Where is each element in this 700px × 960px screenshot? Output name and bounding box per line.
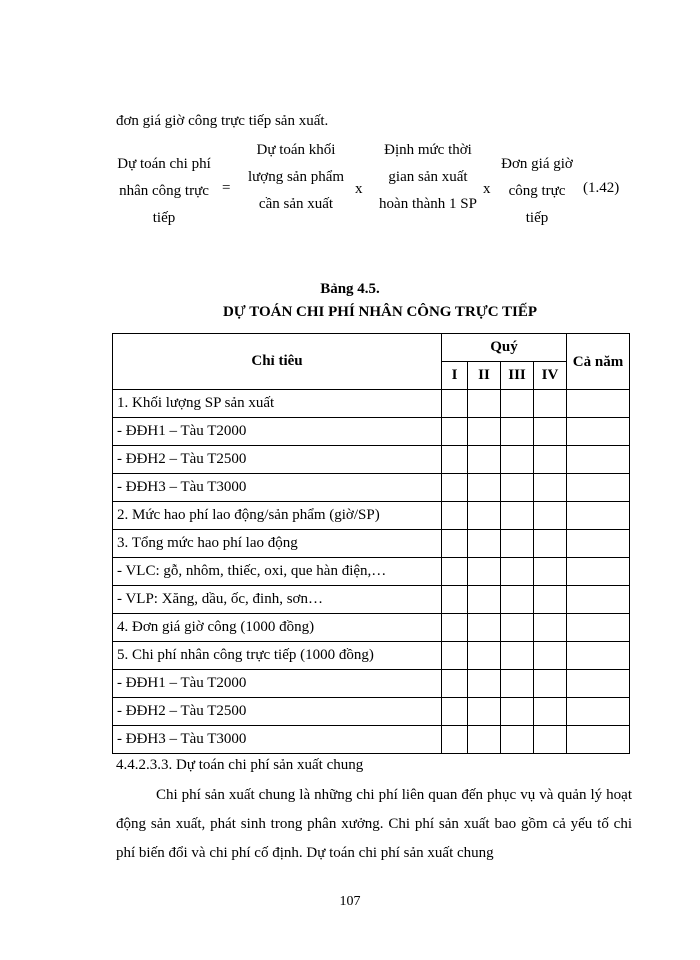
row-label: - ĐĐH3 – Tàu T3000 — [113, 726, 442, 754]
table-row — [113, 446, 630, 474]
body-paragraph — [116, 781, 632, 868]
header-quarter: Quý — [442, 334, 567, 362]
value-cell — [567, 726, 630, 754]
value-cell — [501, 558, 534, 586]
formula-times-1: x — [355, 181, 363, 197]
value-cell — [442, 698, 468, 726]
value-cell — [501, 670, 534, 698]
value-cell — [534, 670, 567, 698]
table-row — [113, 502, 630, 530]
value-cell — [468, 502, 501, 530]
value-cell — [442, 614, 468, 642]
value-cell — [442, 586, 468, 614]
value-cell — [442, 446, 468, 474]
value-cell — [567, 614, 630, 642]
value-cell — [468, 530, 501, 558]
formula-eq-number: (1.42) — [583, 180, 620, 196]
value-cell — [567, 530, 630, 558]
row-label: 5. Chi phí nhân công trực tiếp (1000 đồng) — [113, 642, 442, 670]
row-label: 1. Khối lượng SP sản xuất — [113, 390, 442, 418]
value-cell — [501, 474, 534, 502]
formula-lhs: Dự toán chi phí nhân công trực tiếp — [117, 156, 211, 226]
value-cell — [567, 390, 630, 418]
section-heading: 4.4.2.3.3. Dự toán chi phí sản xuất chung — [116, 757, 364, 773]
value-cell — [501, 698, 534, 726]
row-label: - VLC: gỗ, nhôm, thiếc, oxi, que hàn điện,… — [113, 558, 442, 586]
row-label: - ĐĐH1 – Tàu T2000 — [113, 670, 442, 698]
value-cell — [567, 558, 630, 586]
table-row — [113, 614, 630, 642]
formula-term-1: Dự toán khối lượng sản phẩm cần sản xuất — [247, 142, 345, 212]
value-cell — [468, 446, 501, 474]
value-cell — [534, 698, 567, 726]
value-cell — [501, 726, 534, 754]
value-cell — [468, 726, 501, 754]
value-cell — [501, 502, 534, 530]
value-cell — [567, 698, 630, 726]
value-cell — [442, 726, 468, 754]
table-row — [113, 586, 630, 614]
table-row — [113, 390, 630, 418]
value-cell — [442, 558, 468, 586]
intro-text: đơn giá giờ công trực tiếp sản xuất. — [116, 113, 329, 129]
value-cell — [501, 446, 534, 474]
row-label: - VLP: Xăng, dầu, ốc, đinh, sơn… — [113, 586, 442, 614]
value-cell — [442, 530, 468, 558]
value-cell — [501, 530, 534, 558]
value-cell — [534, 418, 567, 446]
header-quarter-3: III — [501, 362, 534, 390]
body-paragraph-text: Chi phí sản xuất chung là những chi phí liên quan đến phục vụ và quản lý hoạt động sản xuất, phát sinh trong phân xưởng. Chi phí sản xuất bao gồm cả yếu tố chi phí biến đổi và chi phí cố định. Dự toán chi phí sản xuất chung — [116, 787, 632, 861]
value-cell — [468, 698, 501, 726]
table-caption-title: DỰ TOÁN CHI PHÍ NHÂN CÔNG TRỰC TIẾP — [222, 304, 538, 320]
header-quarter-2: II — [468, 362, 501, 390]
header-year: Cả năm — [567, 334, 630, 390]
table-row — [113, 530, 630, 558]
value-cell — [468, 558, 501, 586]
value-cell — [567, 446, 630, 474]
header-quarter-4: IV — [534, 362, 567, 390]
value-cell — [501, 586, 534, 614]
formula-term-3: Đơn giá giờ công trực tiếp — [501, 156, 573, 226]
value-cell — [534, 614, 567, 642]
row-label: - ĐĐH2 – Tàu T2500 — [113, 446, 442, 474]
value-cell — [534, 726, 567, 754]
value-cell — [468, 614, 501, 642]
value-cell — [468, 474, 501, 502]
value-cell — [501, 390, 534, 418]
value-cell — [442, 390, 468, 418]
value-cell — [468, 670, 501, 698]
value-cell — [534, 558, 567, 586]
row-label: - ĐĐH1 – Tàu T2000 — [113, 418, 442, 446]
value-cell — [468, 586, 501, 614]
value-cell — [567, 502, 630, 530]
table-row — [113, 698, 630, 726]
table-row — [113, 642, 630, 670]
table-row — [113, 474, 630, 502]
value-cell — [534, 502, 567, 530]
value-cell — [442, 474, 468, 502]
row-label: - ĐĐH2 – Tàu T2500 — [113, 698, 442, 726]
value-cell — [534, 446, 567, 474]
formula-equals: = — [222, 180, 231, 196]
value-cell — [534, 642, 567, 670]
value-cell — [567, 418, 630, 446]
header-indicator: Chỉ tiêu — [113, 334, 442, 390]
table-row — [113, 418, 630, 446]
table-caption-number: Bảng 4.5. — [320, 281, 380, 297]
row-label: 2. Mức hao phí lao động/sản phẩm (giờ/SP) — [113, 502, 442, 530]
budget-table — [112, 333, 630, 754]
value-cell — [442, 670, 468, 698]
page-number: 107 — [339, 894, 361, 909]
table-row — [113, 558, 630, 586]
value-cell — [534, 586, 567, 614]
value-cell — [468, 390, 501, 418]
value-cell — [468, 418, 501, 446]
row-label: 4. Đơn giá giờ công (1000 đồng) — [113, 614, 442, 642]
value-cell — [567, 642, 630, 670]
value-cell — [442, 502, 468, 530]
row-label: 3. Tổng mức hao phí lao động — [113, 530, 442, 558]
value-cell — [567, 670, 630, 698]
value-cell — [501, 642, 534, 670]
table-row — [113, 726, 630, 754]
value-cell — [534, 390, 567, 418]
value-cell — [567, 474, 630, 502]
header-quarter-1: I — [442, 362, 468, 390]
value-cell — [534, 474, 567, 502]
value-cell — [501, 418, 534, 446]
value-cell — [567, 586, 630, 614]
row-label: - ĐĐH3 – Tàu T3000 — [113, 474, 442, 502]
table-row — [113, 670, 630, 698]
formula-term-2: Định mức thời gian sản xuất hoàn thành 1 SP — [379, 142, 477, 212]
formula-times-2: x — [483, 181, 491, 197]
value-cell — [442, 642, 468, 670]
value-cell — [534, 530, 567, 558]
value-cell — [501, 614, 534, 642]
value-cell — [442, 418, 468, 446]
value-cell — [468, 642, 501, 670]
